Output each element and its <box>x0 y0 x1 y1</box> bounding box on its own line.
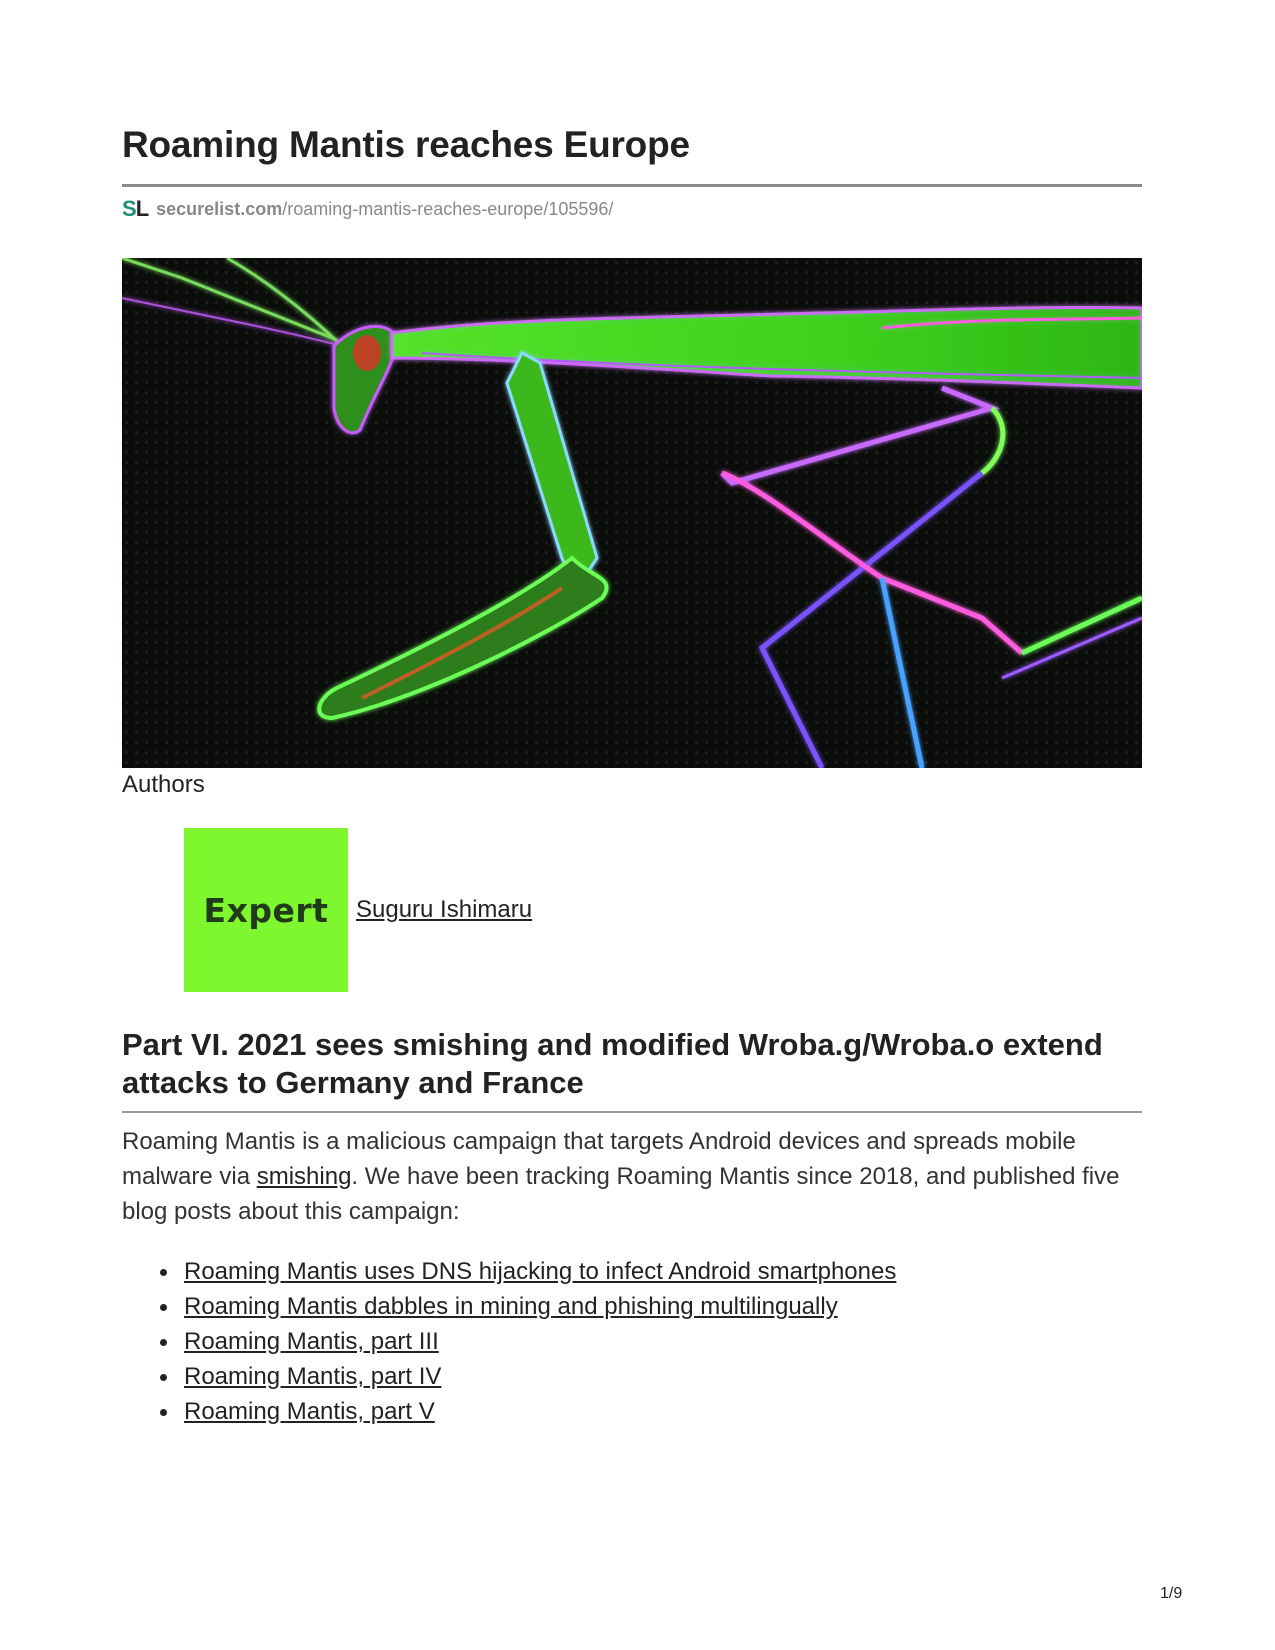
bullet-icon <box>160 1374 167 1381</box>
avatar-text: Expert <box>203 890 329 930</box>
authors-label: Authors <box>122 771 205 798</box>
list-item <box>122 1394 896 1429</box>
blog-post-link[interactable]: Roaming Mantis, part V <box>184 1398 435 1425</box>
section-heading: Part VI. 2021 sees smishing and modified Wroba.g/Wroba.o extend attacks to Germany and France <box>122 1027 1103 1100</box>
blog-post-link[interactable]: Roaming Mantis dabbles in mining and phishing multilingually <box>184 1293 838 1320</box>
author-entry <box>184 828 532 992</box>
blog-post-list <box>122 1254 896 1429</box>
blog-post-link[interactable]: Roaming Mantis, part IV <box>184 1363 442 1390</box>
list-item <box>122 1324 896 1359</box>
intro-text-start: Roaming Mantis is a malicious campaign that targets Android devices and spreads mobile malware via <box>122 1128 1076 1190</box>
list-item <box>122 1254 896 1289</box>
author-name-link[interactable]: Suguru Ishimaru <box>356 896 533 923</box>
praying-mantis-xray-image <box>122 258 1142 768</box>
list-item <box>122 1289 896 1324</box>
blog-post-link[interactable]: Roaming Mantis uses DNS hijacking to infect Android smartphones <box>184 1258 897 1285</box>
bullet-icon <box>160 1269 167 1276</box>
smishing-link[interactable]: smishing <box>256 1163 352 1190</box>
article-title: Roaming Mantis reaches Europe <box>122 124 690 165</box>
intro-paragraph <box>122 1124 1142 1229</box>
bullet-icon <box>160 1304 167 1311</box>
source-domain: securelist.com <box>156 198 283 219</box>
page-number: 1/9 <box>1160 1585 1183 1602</box>
title-divider <box>122 184 1142 187</box>
source-line <box>122 197 613 221</box>
securelist-logo-icon: SL <box>122 196 149 221</box>
section-divider <box>122 1111 1142 1113</box>
bullet-icon <box>160 1409 167 1416</box>
source-path: /roaming-mantis-reaches-europe/105596/ <box>282 198 614 219</box>
author-avatar[interactable] <box>184 828 348 992</box>
hero-image <box>122 258 1142 768</box>
list-item <box>122 1359 896 1394</box>
bullet-icon <box>160 1339 167 1346</box>
blog-post-link[interactable]: Roaming Mantis, part III <box>184 1328 439 1355</box>
intro-text-end: . We have been tracking Roaming Mantis since 2018, and published five blog posts about this campaign: <box>122 1163 1120 1225</box>
